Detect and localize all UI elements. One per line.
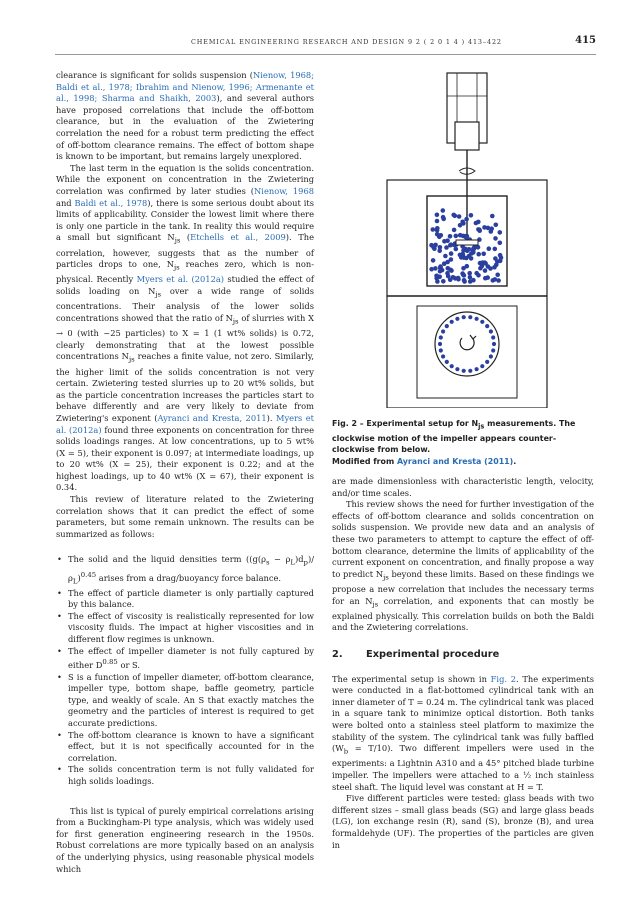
particle (431, 227, 436, 232)
particle (489, 229, 494, 234)
particle (468, 275, 473, 280)
particle (456, 276, 461, 281)
particle-bed (429, 208, 503, 284)
list-item: • The solids concentration term is not fully validated for high solids loadings. (68, 764, 314, 787)
particle (483, 276, 488, 281)
experimental-setup-figure (365, 60, 565, 412)
paragraph: The experimental setup is shown in Fig. 2. The experiments were conducted in a flat-bottomed cylindrical tank with an inner diameter of T = 0.24 m. The cylindrical tank was placed in a square tank to minimize optical distortion. Both tanks were bolted onto a stainless steel platform to maximize the stability of the system. The cylindrical tank was fully baffled $(W_b = T/10)$. Two different impellers were used in the experiments: a Lightnin A310 and a 45° pitched blade turbine impeller. The impellers were attached to a ½ inch stainless steel shaft. The liquid level was constant at H = T. (332, 673, 595, 792)
list-item: • The effect of impeller diameter is not fully captured by either $D^{0.85}$ or S. (68, 646, 314, 672)
particle (451, 275, 456, 280)
particle (442, 239, 447, 244)
particle (469, 213, 474, 218)
particle (464, 217, 469, 222)
particle (441, 215, 446, 220)
particle (488, 266, 493, 271)
particle (492, 265, 497, 270)
particle (467, 271, 472, 276)
particle (450, 364, 454, 368)
particle (449, 251, 454, 256)
particle (462, 255, 467, 260)
particle (453, 214, 458, 219)
particle (441, 279, 446, 284)
particle (477, 228, 482, 233)
particle (468, 315, 472, 319)
tank-bottom-view (435, 312, 499, 376)
particle (435, 226, 440, 231)
citation-link[interactable]: Etchells et al., 2009 (190, 232, 286, 243)
particle (471, 278, 476, 283)
particle (431, 245, 436, 250)
particle (454, 247, 459, 252)
shaft-coupling (455, 122, 479, 150)
particle-ring (438, 315, 496, 373)
particle (480, 320, 484, 324)
running-title: CHEMICAL ENGINEERING RESEARCH AND DESIGN 9 2 ( 2 0 1 4 ) 413–422 (191, 38, 502, 46)
citation-link[interactable]: Myers et al. (2012a) (56, 412, 315, 435)
paragraph: This review shows the need for further investigation of the effects of off-bottom clearance and solids concentration on solids suspension. We provide new data and an analysis of these two parameters to attempt to capture the effect of off-bottom clearance, determine the limits of applicability of the current exponent on concentration, and finally propose a way to predict $N_{js}$ beyond these limits. Based on these findings we propose a new correlation that includes the necessary terms for an $N_{js}$ correlation, and exponents that can mostly be explained physically. This correlation builds on both the Baldi and the Zwietering correlations. (332, 499, 595, 633)
citation-link[interactable]: Baldi et al., 1978 (74, 197, 148, 208)
paragraph: clearance is significant for solids suspension (Nienow, 1968; Baldi et al., 1978; Ibrahim and Nienow, 1996; Armenante et al., 1998; Sharma and Shaikh, 2003), and several authors have proposed correlations that include the off-bottom clearance, but in the evaluation of the Zwietering correlation the need for a robust term predicting the effect of off-bottom clearance remains. The effect of bottom shape is known to be important, but remains largely unexplored. (56, 70, 315, 162)
particle (441, 354, 445, 358)
particle (450, 320, 454, 324)
mirror-box (417, 306, 517, 398)
particle (429, 267, 434, 272)
list-item: • The effect of particle diameter is only partially captured by this balance. (68, 588, 314, 611)
particle (438, 245, 443, 250)
particle (465, 264, 470, 269)
particle (492, 342, 496, 346)
particle (480, 364, 484, 368)
particle (452, 228, 457, 233)
impeller (456, 240, 478, 245)
figure-caption: Fig. 2 – Experimental setup for $N_{js}$ measurements. The clockwise motion of the impeller appears counter-clockwise from below. Modified from Ayranci and Kresta (2011). (332, 419, 576, 466)
particle (443, 254, 448, 259)
summary-list (56, 554, 314, 787)
particle (462, 315, 466, 319)
particle (461, 273, 466, 278)
particle (433, 266, 438, 271)
particle (474, 221, 479, 226)
paragraph: This list is typical of purely empirical correlations arising from a Buckingham-Pi type analysis, which was widely used for first generation engineering research in the 1950s. Robust correlations are more typically based on an analysis of the underlying physics, using reasonable physical models which (56, 805, 314, 874)
particle (498, 230, 503, 235)
list-item: • The effect of viscosity is realistically represented for low viscosity fluids. The impact at higher viscosities and in different flow regimes is unknown. (68, 611, 314, 646)
particle (439, 348, 443, 352)
running-header (0, 36, 638, 50)
list-item: • The off-bottom clearance is known to have a significant effect, but it is not specifically accounted for in the correlation. (68, 730, 314, 765)
citation-link[interactable]: Nienow, 1968 (254, 185, 314, 196)
right-column (332, 476, 594, 851)
particle (489, 329, 493, 333)
particle (471, 250, 476, 255)
particle (431, 258, 436, 263)
particle (493, 277, 498, 282)
particle (485, 360, 489, 364)
paragraph: The last term in the equation is the solids concentration. While the exponent on concentration in the Zwietering correlation was confirmed by later studies (Nienow, 1968 and Baldi et al., 1978), there is some serious doubt about its limits of applicability. Consider the lowest limit where there is only one particle in the tank. In reality this would require a small but significant $N_{js}$ (Etchells et al., 2009). The correlation, however, suggests that as the number of particles drops to one, $N_{js}$ reaches zero, which is non-physical. Recently Myers et al. (2012a) studied the effect of solids loading on $N_{js}$ over a wide range of solids concentrations. Their analysis of the lower solids concentrations showed that the ratio of $N_{js}$ of slurries with X → 0 (with ~25 particles) to X = 1 (1 wt% solids) is 0.72, clearly demonstrating that at the lowest possible concentrations $N_{js}$ reaches a finite value, not zero. Similarly, the higher limit of the solids concentration is not very certain. Zwietering tested slurries up to 20 wt% solids, but as the particle concentration increases the particles start to behave differently and are very likely to deviate from Zwietering's exponent (Ayranci and Kresta, 2011). Myers et al. (2012a) found three exponents on concentration for three solids loadings ranges. At low concentrations, up to 5 wt% (X = 5), their exponent is 0.097; at intermediate loadings, up to 20 wt% (X = 25), their exponent is 0.22; and at the highest loadings, up to 40 wt% (X = 67), their exponent is 0.34. (56, 162, 315, 493)
particle (465, 249, 470, 254)
particle (445, 360, 449, 364)
counter-clockwise-arrow-icon (460, 338, 474, 350)
left-column (56, 70, 314, 875)
particle (481, 252, 486, 257)
platform-frame (387, 296, 547, 408)
particle (480, 260, 485, 265)
particle (491, 335, 495, 339)
particle (493, 236, 498, 241)
particle (455, 317, 459, 321)
particle (495, 273, 500, 278)
particle (435, 219, 440, 224)
particle (491, 348, 495, 352)
citation-link[interactable]: Nienow, 1968; Baldi et al., 1978; Ibrahim and Nienow, 1996; Armenante et al., 1998; Sharma and Shaikh, 2003 (56, 70, 314, 104)
paragraph: This review of literature related to the Zwietering correlation shows that it can predict the effect of some parameters, but some remain unknown. The results can be summarized as follows: (56, 494, 314, 539)
citation-link[interactable]: Ayranci and Kresta (2011) (396, 456, 514, 466)
list-item: • S is a function of impeller diameter, off-bottom clearance, impeller type, bottom shape, baffle geometry, particle type, and weakly of scale. An S that exactly matches the geometry and the particles of interest is required to get accurate predictions. (68, 672, 314, 730)
particle (458, 253, 463, 258)
particle (461, 221, 466, 226)
particle (445, 271, 450, 276)
particle (462, 279, 467, 284)
particle (454, 234, 459, 239)
setup-diagram (365, 60, 565, 408)
particle (438, 264, 443, 269)
particle (489, 354, 493, 358)
particle (483, 268, 488, 273)
particle (476, 252, 481, 257)
particle (487, 246, 492, 251)
particle (494, 223, 499, 228)
particle (468, 369, 472, 373)
particle (467, 254, 472, 259)
particle (486, 226, 491, 231)
particle (437, 275, 442, 280)
citation-link[interactable]: Ayranci and Kresta, 2011 (157, 412, 267, 423)
particle (441, 329, 445, 333)
section-heading: 2. Experimental procedure (332, 649, 500, 661)
particle (485, 324, 489, 328)
citation-link[interactable]: Myers et al. (2012a) (136, 274, 225, 285)
particle (490, 214, 495, 219)
particle (445, 324, 449, 328)
particle (448, 234, 453, 239)
particle (498, 241, 503, 246)
particle (475, 317, 479, 321)
page-number: 415 (575, 35, 596, 46)
figure-link[interactable]: Fig. 2 (490, 673, 517, 684)
header-rule (55, 54, 596, 55)
particle (435, 279, 440, 284)
particle (457, 214, 462, 219)
particle (438, 342, 442, 346)
paragraph: are made dimensionless with characteristic length, velocity, and/or time scales. (332, 476, 594, 498)
particle (435, 213, 440, 218)
particle (498, 259, 503, 264)
particle (455, 367, 459, 371)
particle (449, 257, 454, 262)
particle (474, 271, 479, 276)
particle (498, 253, 503, 258)
particle (462, 369, 466, 373)
particle (439, 335, 443, 339)
paragraph: Five different particles were tested: glass beads with two different sizes – small glass beads (SG) and large glass beads (LG), ion exchange resin (R), sand (S), bronze (B), and urea formaldehyde (UF). The properties of the particles are given in (332, 793, 594, 850)
particle (441, 208, 446, 213)
list-item: • The solid and the liquid densities term $((g(\rho_s - \rho_L)d_p)/\rho_L)^{0.45}$ arises from a drag/buoyancy force balance. (68, 554, 314, 587)
particle (475, 367, 479, 371)
particle (446, 266, 451, 271)
particle (449, 242, 454, 247)
particle (435, 232, 440, 237)
particle (493, 247, 498, 252)
particle (458, 233, 463, 238)
